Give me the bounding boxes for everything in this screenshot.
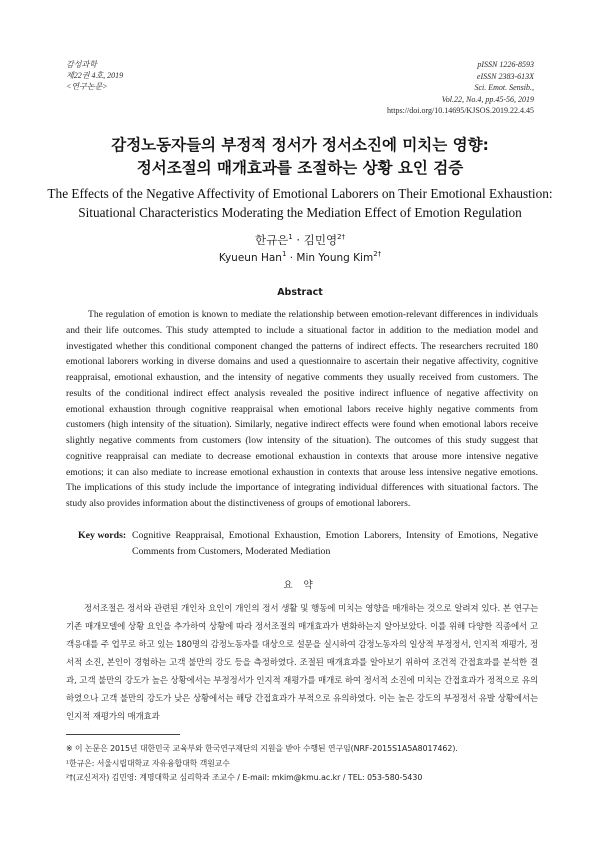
corresponding-author-footnote: ²†(교신저자) 김민영: 계명대학교 심리학과 조교수 / E-mail: mkim@kmu.ac.kr / TEL: 053-580-5430 (66, 773, 423, 782)
korean-abstract-heading: 요 약 (283, 580, 317, 591)
author1-footnote: ¹한규은: 서울시립대학교 자유융합대학 객원교수 (66, 758, 230, 768)
journal-header-left (66, 59, 123, 92)
doi-link[interactable]: https://doi.org/10.14695/KJSOS.2019.22.4.45 (387, 106, 534, 115)
author-separator: · (292, 233, 304, 247)
volume-pages: Vol.22, No.4, pp.45-56, 2019 (441, 94, 534, 104)
author2-affil-mark-en: 2† (373, 250, 382, 258)
authors-english (0, 250, 600, 266)
author2-english: Min Young Kim (296, 252, 374, 264)
journal-name: 감성과학 (66, 60, 97, 69)
keywords-label: Key words: (78, 530, 127, 541)
eissn: eISSN 2383-613X (476, 71, 534, 81)
author2-korean: 김민영 (303, 233, 338, 247)
english-title-line1: The Effects of the Negative Affectivity of Emotional Laborers on Their Emotional Exhaustion: (47, 186, 553, 201)
footnotes (66, 742, 546, 786)
article-type: <연구논문> (66, 82, 108, 91)
author-separator-en: · (286, 252, 297, 264)
authors-korean (0, 232, 600, 248)
abstract-text: The regulation of emotion is known to mediate the relationship between emotion-relevant differences in individuals and their life outcomes. This study attempted to include a situational factor in addition to the mediation model and investigated whether this conditional component changed the patterns of indirect effects. The researchers recruited 180 emotional laborers working in diverse domains and used a questionnaire to ascertain their negative affectivity, cognitive reappraisal, emotional exhaustion, and the intensity of negative comments they usually received from customers. The results of the conditional indirect effect analysis revealed the positive indirect influence of negative affectivity on emotional exhaustion through cognitive reappraisal when emotional labors receive highly negative comments from customers (high intensity of the situation). Similarly, negative indirect effects were found when emotional labors receive slightly negative comments from customers (low intensity of the situation). The outcomes of this study suggest that cognitive reappraisal can mediate to decrease emotional exhaustion in contexts that arouse more intensive negative emotions; it can also mediate to increase emotional exhaustion in contexts that arouse less intensive negative emotions. The implications of this study include the importance of integrating individual differences with situational factors. The study also provides information about the distinctiveness of groups of emotional laborers. (66, 309, 538, 509)
journal-abbrev: Sci. Emot. Sensib., (474, 83, 534, 92)
keywords-text: Cognitive Reappraisal, Emotional Exhaustion, Emotion Laborers, Intensity of Emotions, Negative Comments from Customers, Moderated Mediation (132, 530, 538, 557)
korean-title-line2: 정서조절의 매개효과를 조절하는 상황 요인 검증 (136, 159, 464, 177)
english-title-line2: Situational Characteristics Moderating the Mediation Effect of Emotion Regulation (78, 205, 522, 220)
abstract-heading: Abstract (277, 287, 323, 298)
korean-abstract-text: 정서조절은 정서와 관련된 개인차 요인이 개인의 정서 생활 및 행동에 미치는 영향을 매개하는 것으로 알려져 있다. 본 연구는 기존 매개모델에 상황 요인을 추가하여 상황에 따라 정서조절의 매개효과가 변화하는지 알아보았다. 이를 위해 다양한 직종에서 고객응대를 주 업무로 하고 있는 180명의 감정노동자를 대상으로 설문을 실시하여 감정노동자의 일상적 부정정서, 인지적 재평가, 정서적 소진, 본인이 경험하는 고객 불만의 강도 등을 측정하였다. 조절된 매개효과를 알아보기 위하여 조건적 간접효과를 분석한 결과, 고객 불만의 강도가 높은 상황에서는 부정정서가 인지적 재평가를 매개로 하여 정서적 소진에 미치는 간접효과가 정적으로 유의하였으나 고객 불만의 강도가 낮은 상황에서는 해당 간접효과가 부적으로 유의하였다. 이는 높은 강도의 부정정서 유발 상황에서는 인지적 재평가의 매개효과 (66, 603, 538, 721)
journal-header-right (387, 59, 534, 117)
pissn: pISSN 1226-8593 (477, 60, 534, 69)
funding-footnote: ※ 이 논문은 2015년 대한민국 교육부와 한국연구재단의 지원을 받아 수행된 연구임(NRF-2015S1A5A8017462). (66, 744, 458, 753)
english-title (0, 184, 600, 222)
author1-korean: 한규은 (254, 233, 289, 247)
korean-title-line1: 감정노동자들의 부정적 정서가 정서소진에 미치는 영향: (111, 136, 489, 154)
author2-affil-mark: 2† (337, 233, 346, 241)
journal-volume: 제22권 4호, 2019 (66, 71, 124, 80)
author1-affil-mark: 1 (288, 233, 293, 241)
korean-title (0, 134, 600, 180)
author1-affil-mark-en: 1 (281, 250, 287, 258)
author1-english: Kyueun Han (218, 252, 282, 264)
footnote-divider (66, 734, 180, 735)
